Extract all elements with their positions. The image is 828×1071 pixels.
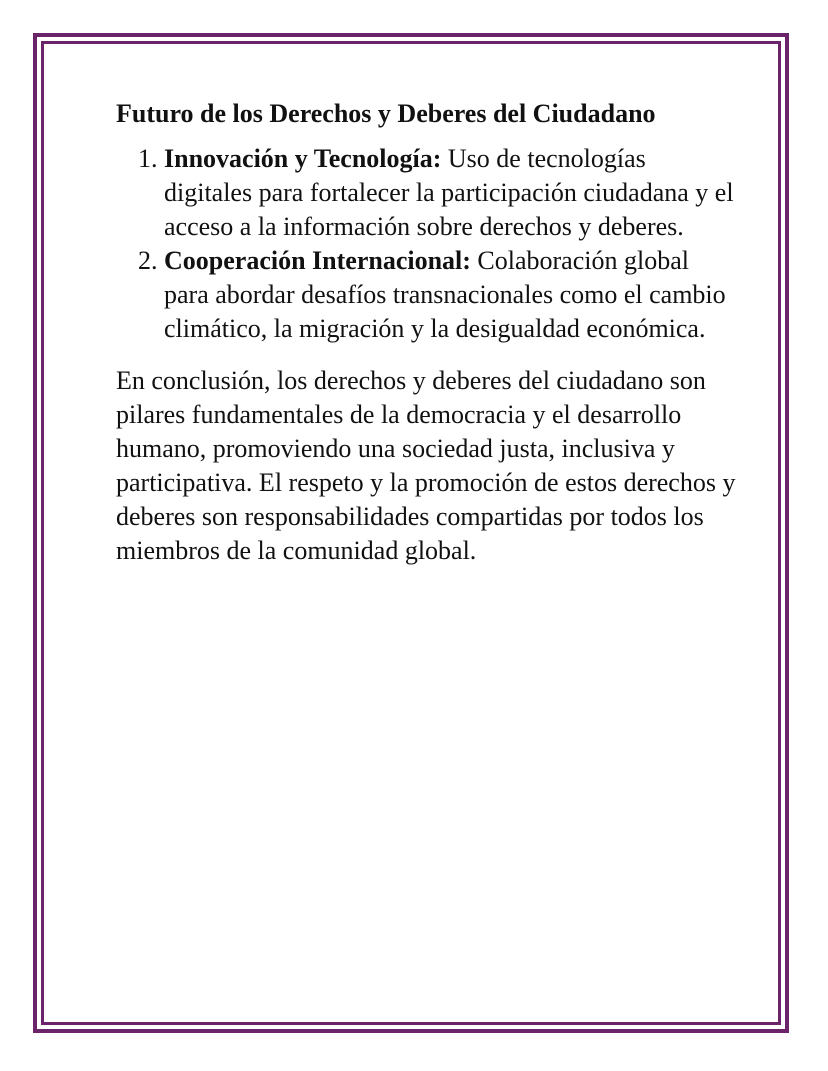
- conclusion-paragraph: En conclusión, los derechos y deberes del ciudadano son pilares fundamentales de la democracia y el desarrollo humano, promoviendo una sociedad justa, inclusiva y participativa. El respeto y la promoción de estos derechos y deberes son responsabilidades compartidas por todos los miembros de la comunidad global.: [116, 366, 736, 565]
- section-title: Futuro de los Derechos y Deberes del Ciudadano: [116, 99, 656, 128]
- list-item-number: 2.: [138, 246, 158, 275]
- numbered-list: [116, 142, 736, 346]
- list-item-term: Innovación y Tecnología:: [164, 144, 448, 173]
- list-item: [116, 142, 736, 244]
- list-item-text: Uso de tecnologías digitales para fortalecer la participación ciudadana y el acceso a la información sobre derechos y deberes.: [164, 144, 734, 241]
- list-item-number: 1.: [138, 144, 158, 173]
- page-content: [116, 97, 736, 568]
- list-item-term: Cooperación Internacional:: [164, 246, 478, 275]
- list-item-text: Colaboración global para abordar desafíos transnacionales como el cambio climático, la migración y la desigualdad económica.: [164, 246, 726, 343]
- list-item: [116, 244, 736, 346]
